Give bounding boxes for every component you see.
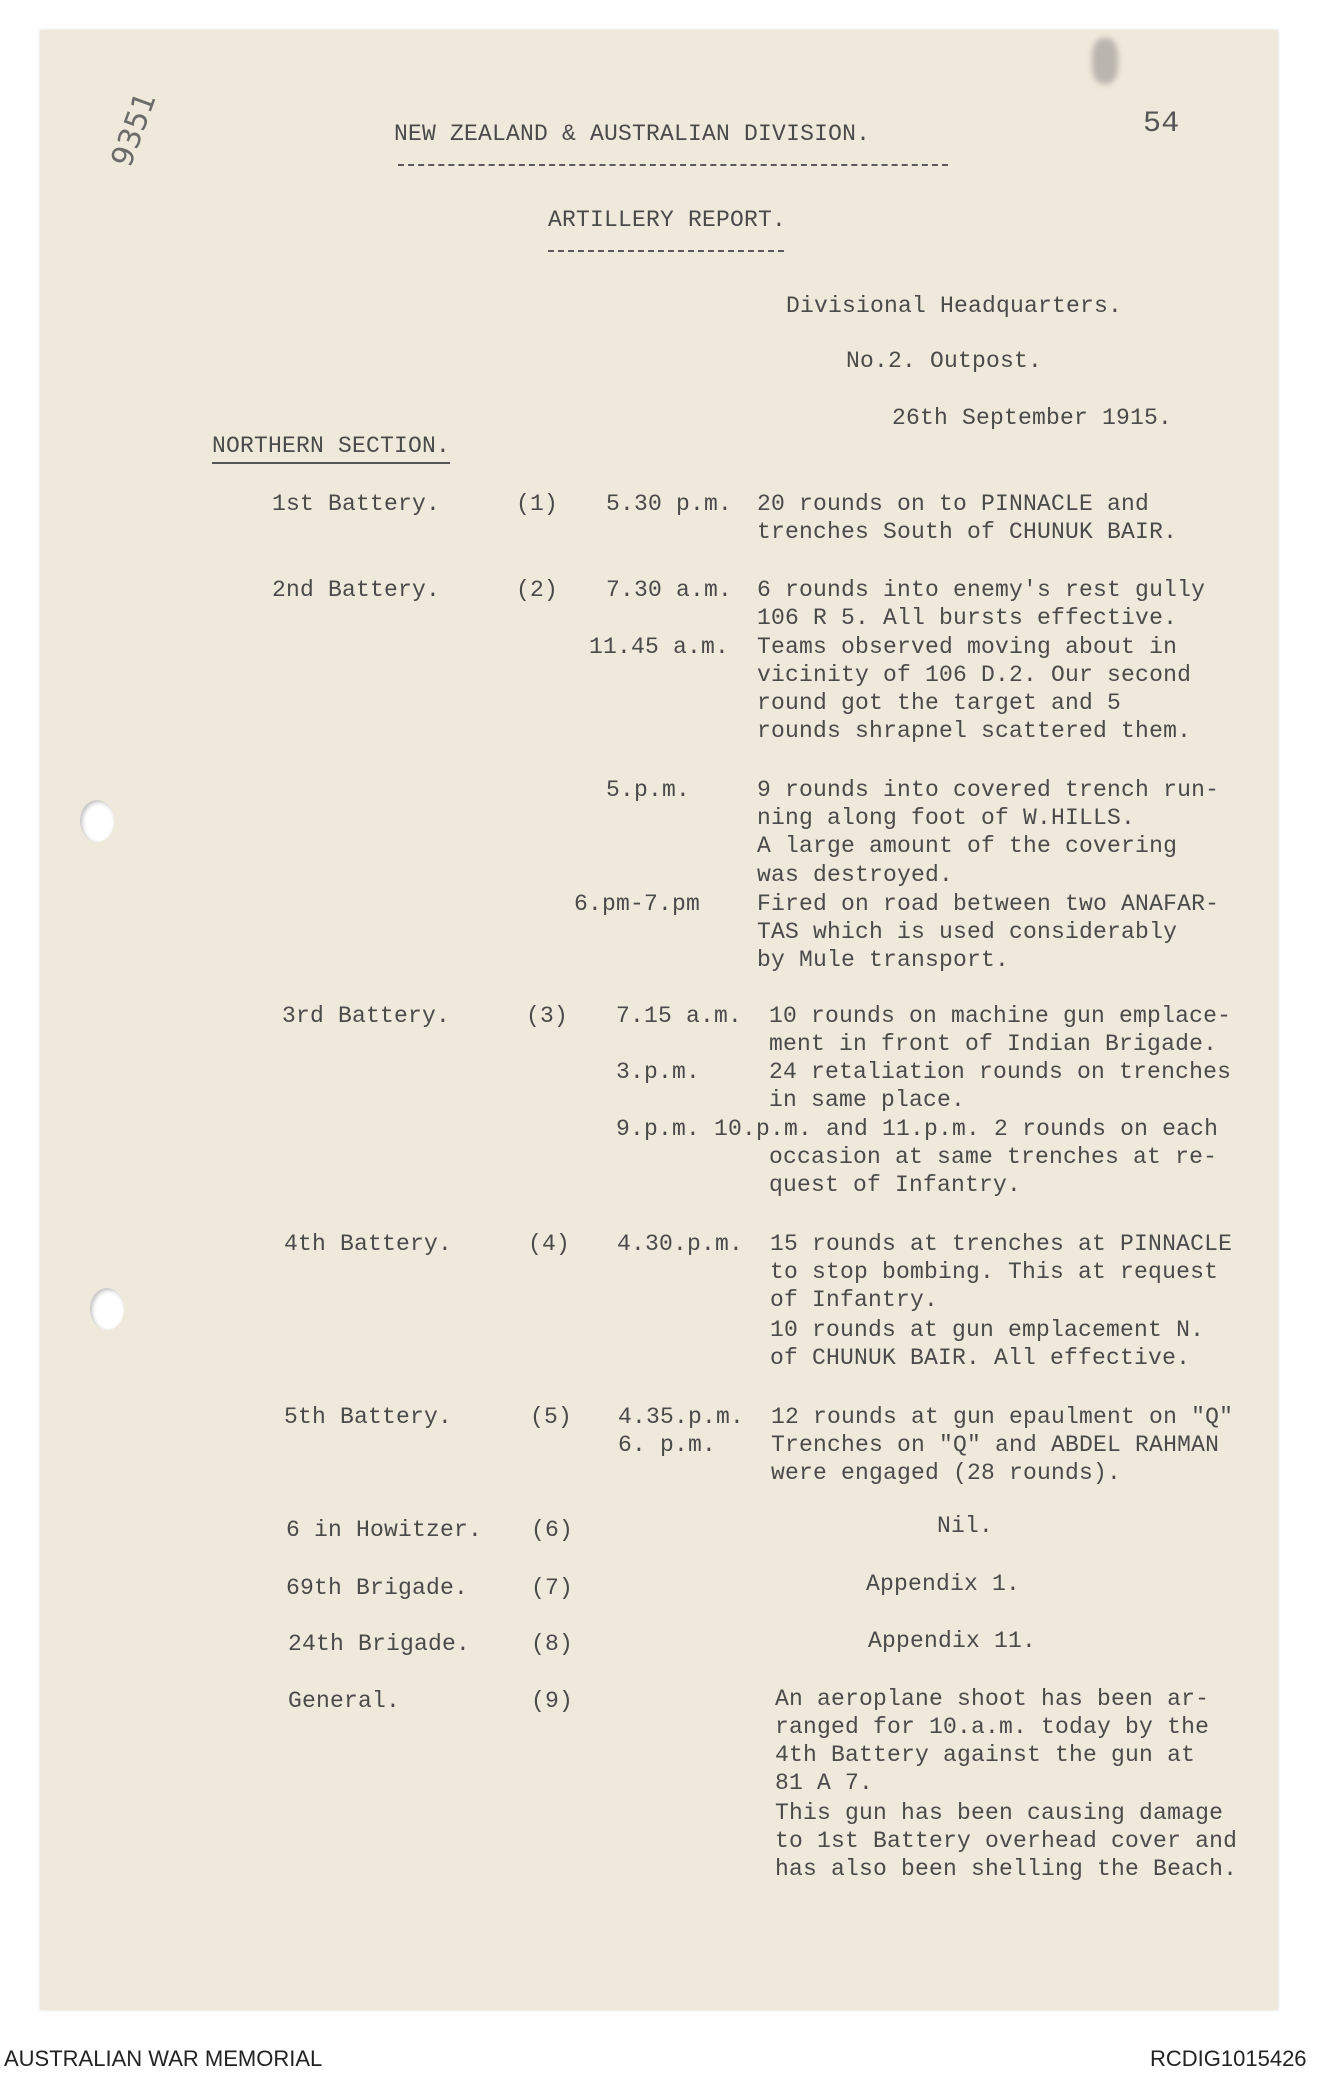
report-line: (5): [530, 1404, 573, 1430]
report-line: 2nd Battery.: [272, 577, 441, 603]
report-line: (4): [528, 1231, 571, 1257]
punch-hole: [90, 1288, 124, 1330]
report-line: (7): [531, 1575, 574, 1601]
report-line: were engaged (28 rounds).: [771, 1460, 1122, 1486]
report-line: 81 A 7.: [775, 1770, 874, 1796]
report-line: (1): [516, 491, 559, 517]
report-line: 6.pm-7.pm: [574, 891, 701, 917]
report-line: rounds shrapnel scattered them.: [757, 718, 1192, 744]
report-line: occasion at same trenches at re-: [769, 1144, 1218, 1170]
report-line: to stop bombing. This at request: [770, 1259, 1219, 1285]
report-line: quest of Infantry.: [769, 1172, 1022, 1198]
report-line: 7.30 a.m.: [606, 577, 733, 603]
report-line: Teams observed moving about in: [757, 634, 1178, 660]
report-line: 11.45 a.m.: [589, 634, 730, 660]
report-line: (6): [531, 1517, 574, 1543]
report-line: 4th Battery.: [284, 1231, 453, 1257]
report-line: 20 rounds on to PINNACLE and: [757, 491, 1150, 517]
report-line: in same place.: [769, 1087, 966, 1113]
report-line: round got the target and 5: [757, 690, 1122, 716]
outpost: No.2. Outpost.: [846, 348, 1043, 374]
page-number: 54: [1143, 107, 1180, 141]
report-line: (9): [531, 1688, 574, 1714]
report-line: 106 R 5. All bursts effective.: [757, 605, 1178, 631]
report-line: ranged for 10.a.m. today by the: [775, 1714, 1210, 1740]
report-line: Appendix 11.: [868, 1628, 1037, 1654]
report-title: ARTILLERY REPORT.: [548, 207, 787, 233]
report-line: 9 rounds into covered trench run-: [757, 777, 1220, 803]
report-line: A large amount of the covering: [757, 833, 1178, 859]
report-rule: [548, 250, 784, 252]
report-line: 10 rounds at gun emplacement N.: [770, 1317, 1205, 1343]
report-line: This gun has been causing damage: [775, 1800, 1224, 1826]
report-line: An aeroplane shoot has been ar-: [775, 1686, 1210, 1712]
report-line: 15 rounds at trenches at PINNACLE: [770, 1231, 1233, 1257]
report-line: by Mule transport.: [757, 947, 1010, 973]
report-line: of Infantry.: [770, 1287, 939, 1313]
footer-credit: AUSTRALIAN WAR MEMORIAL: [4, 2046, 323, 2071]
report-line: 10 rounds on machine gun emplace-: [769, 1003, 1232, 1029]
report-line: 7.15 a.m.: [616, 1003, 743, 1029]
report-line: 4.30.p.m.: [617, 1231, 744, 1257]
report-line: 4th Battery against the gun at: [775, 1742, 1196, 1768]
report-line: 1st Battery.: [272, 491, 441, 517]
report-line: Trenches on "Q" and ABDEL RAHMAN: [771, 1432, 1220, 1458]
report-line: has also been shelling the Beach.: [775, 1856, 1238, 1882]
report-line: 6 in Howitzer.: [286, 1517, 483, 1543]
report-line: 6. p.m.: [618, 1432, 717, 1458]
report-line: Nil.: [937, 1513, 994, 1539]
report-line: 69th Brigade.: [286, 1575, 469, 1601]
report-line: 24 retaliation rounds on trenches: [769, 1059, 1232, 1085]
division-title: NEW ZEALAND & AUSTRALIAN DIVISION.: [394, 121, 871, 147]
punch-hole: [80, 800, 114, 842]
report-line: Appendix 1.: [866, 1571, 1021, 1597]
report-line: ment in front of Indian Brigade.: [769, 1031, 1218, 1057]
title-rule: [398, 164, 948, 166]
report-line: vicinity of 106 D.2. Our second: [757, 662, 1192, 688]
report-line: General.: [288, 1688, 401, 1714]
report-line: (2): [516, 577, 559, 603]
report-line: 3.p.m.: [616, 1059, 701, 1085]
report-line: was destroyed.: [757, 862, 954, 888]
report-line: (3): [526, 1003, 569, 1029]
headquarters: Divisional Headquarters.: [786, 293, 1123, 319]
ink-smudge: [1092, 38, 1118, 84]
report-line: 5.p.m.: [606, 777, 691, 803]
footer-id: RCDIG1015426: [1150, 2046, 1307, 2071]
report-line: ning along foot of W.HILLS.: [757, 805, 1136, 831]
report-line: 12 rounds at gun epaulment on "Q": [771, 1404, 1234, 1430]
report-line: trenches South of CHUNUK BAIR.: [757, 519, 1178, 545]
report-line: of CHUNUK BAIR. All effective.: [770, 1345, 1191, 1371]
report-line: 5th Battery.: [284, 1404, 453, 1430]
report-line: 4.35.p.m.: [618, 1404, 745, 1430]
pencil-annotation: 9351: [104, 87, 164, 172]
report-line: TAS which is used considerably: [757, 919, 1178, 945]
report-line: 6 rounds into enemy's rest gully: [757, 577, 1206, 603]
report-line: to 1st Battery overhead cover and: [775, 1828, 1238, 1854]
report-line: 9.p.m. 10.p.m. and 11.p.m. 2 rounds on each: [616, 1116, 1219, 1142]
report-line: (8): [531, 1631, 574, 1657]
section-heading: NORTHERN SECTION.: [212, 432, 450, 464]
report-line: 3rd Battery.: [282, 1003, 451, 1029]
report-line: 5.30 p.m.: [606, 491, 733, 517]
report-line: Fired on road between two ANAFAR-: [757, 891, 1220, 917]
report-date: 26th September 1915.: [892, 405, 1173, 431]
report-line: 24th Brigade.: [288, 1631, 471, 1657]
